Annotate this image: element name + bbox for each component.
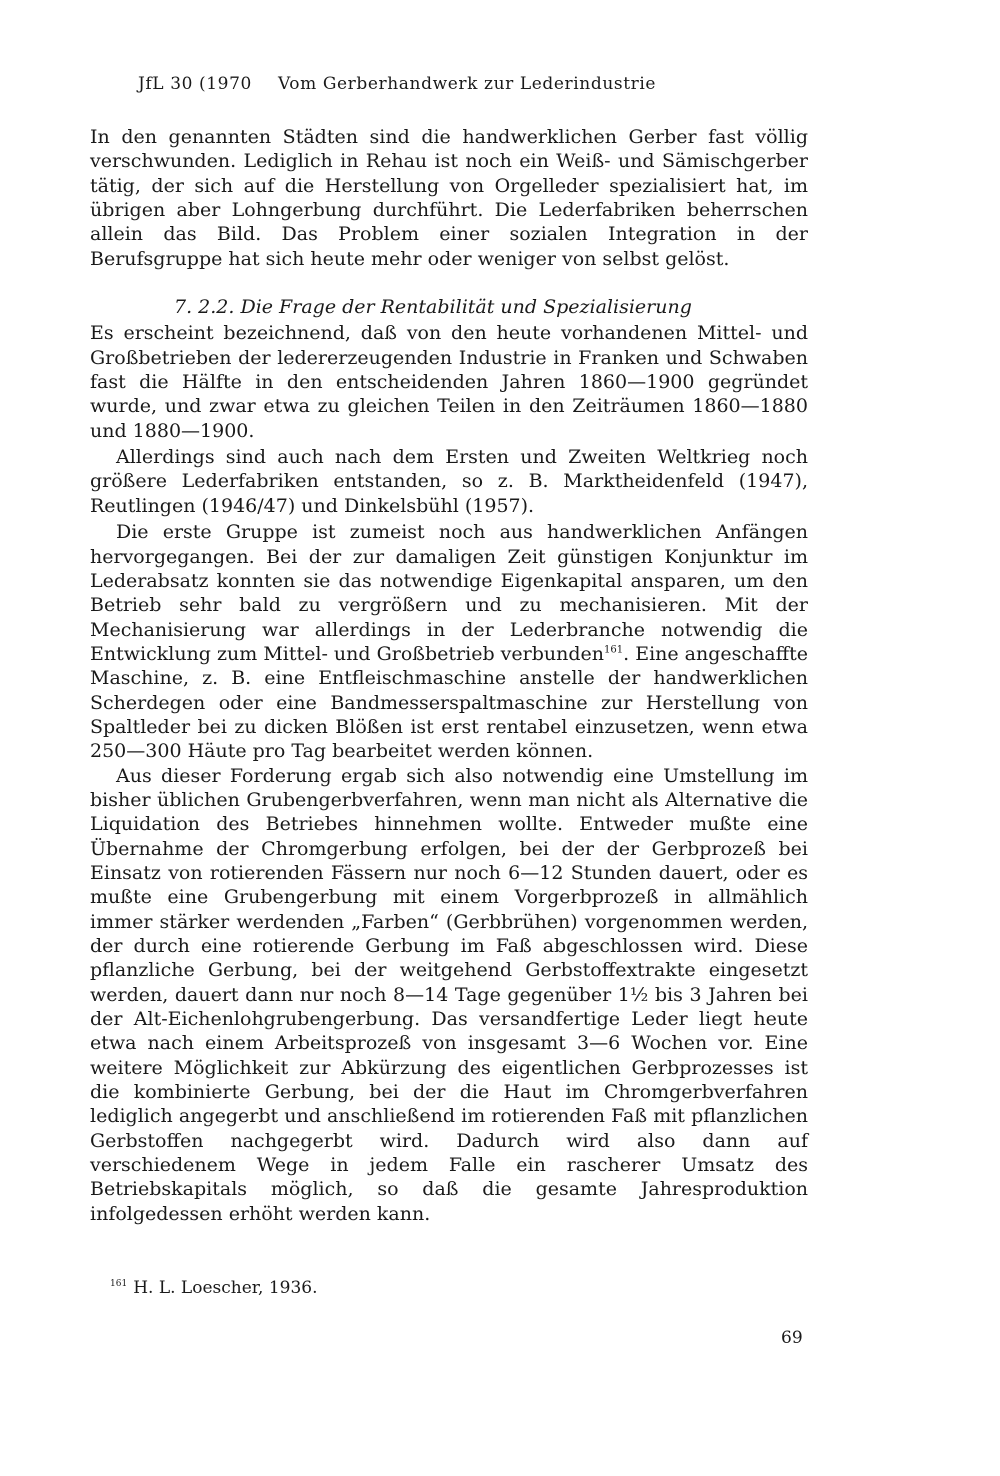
footnote-reference: 161	[604, 644, 624, 656]
paragraph-mechanisation	[90, 520, 808, 763]
paragraph-mechanisation-part-2: . Eine angeschaffte Maschine, z. B. eine Entfleischmaschine anstelle der handwerklichen Scherdegen oder eine Bandmesserspaltmaschine zur Herstellung von Spaltleder bei zu dicken Blößen ist erst rentabel einzusetzen, wenn etwa 250—300 Häute pro Tag bearbeitet werden können.	[90, 642, 808, 763]
paragraph-postwar-factories: Allerdings sind auch nach dem Ersten und Zweiten Weltkrieg noch größere Lederfabriken entstanden, so z. B. Marktheidenfeld (1947), Reutlingen (1946/47) und Dinkelsbühl (1957).	[90, 446, 808, 517]
footnote-number: 161	[110, 1279, 128, 1290]
body-text	[90, 125, 808, 1226]
footnote-text: H. L. Loescher, 1936.	[133, 1278, 318, 1298]
paragraph-closing-previous-section: In den genannten Städten sind die handwerklichen Gerber fast völlig verschwunden. Lediglich in Rehau ist noch ein Weiß- und Sämischgerber tätig, der sich auf die Herstellung von Orgelleder spezialisiert hat, im übrigen aber Lohngerbung durchführt. Die Lederfabriken beherrschen allein das Bild. Das Problem einer sozialen Integration in der Berufsgruppe hat sich heute mehr oder weniger von selbst gelöst.	[90, 126, 808, 270]
running-head	[138, 74, 656, 94]
running-head-title: Vom Gerberhandwerk zur Lederindustrie	[277, 74, 657, 94]
footnote	[110, 1278, 318, 1298]
paragraph-founding-years: Es erscheint bezeichnend, daß von den heute vorhandenen Mittel- und Großbetrieben der ledererzeugenden Industrie in Franken und Schwaben fast die Hälfte in den entscheidenden Jahren 1860—1900 gegründet wurde, und zwar etwa zu gleichen Teilen in den Zeiträumen 1860—1880 und 1880—1900.	[90, 322, 808, 442]
paragraph-tanning-methods: Aus dieser Forderung ergab sich also notwendig eine Umstellung im bisher üblichen Grubengerbverfahren, wenn man nicht als Alternative die Liquidation des Betriebes hinnehmen wollte. Entweder mußte eine Übernahme der Chromgerbung erfolgen, bei der der Gerbprozeß bei Einsatz von rotierenden Fässern nur noch 6—12 Stunden dauert, oder es mußte eine Grubengerbung mit einem Vorgerbprozeß in allmählich immer stärker werdenden „Farben“ (Gerbbrühen) vorgenommen werden, der durch eine rotierende Gerbung im Faß abgeschlossen wird. Diese pflanzliche Gerbung, bei der weitgehend Gerbstoffextrakte eingesetzt werden, dauert dann nur noch 8—14 Tage gegenüber 1½ bis 3 Jahren bei der Alt-Eichenlohgrubengerbung. Das versandfertige Leder liegt heute etwa nach einem Arbeitsprozeß von insgesamt 3—6 Wochen vor. Eine weitere Möglichkeit zur Abkürzung des eigentlichen Gerbprozesses ist die kombinierte Gerbung, bei der die Haut im Chromgerbverfahren lediglich angegerbt und anschließend im rotierenden Faß mit pflanzlichen Gerbstoffen nachgegerbt wird. Dadurch wird also dann auf verschiedenem Wege in jedem Falle ein rascherer Umsatz des Betriebskapitals möglich, so daß die gesamte Jahresproduktion infolgedessen erhöht werden kann.	[90, 764, 808, 1225]
paragraph-mechanisation-part-1: Die erste Gruppe ist zumeist noch aus handwerklichen Anfängen hervorgegangen. Bei der zur damaligen Zeit günstigen Konjunktur im Lederabsatz konnten sie das notwendige Eigenkapital ansparen, um den Betrieb sehr bald zu vergrößern und zu mechanisieren. Mit der Mechanisierung war allerdings in der Lederbranche notwendig die Entwicklung zum Mittel- und Großbetrieb verbunden	[90, 521, 808, 665]
page-number: 69	[781, 1328, 803, 1348]
page-content	[90, 0, 808, 1476]
section-heading: 7. 2.2. Die Frage der Rentabilität und Spezialisierung	[174, 296, 692, 319]
running-head-journal: JfL 30 (1970	[138, 74, 252, 94]
